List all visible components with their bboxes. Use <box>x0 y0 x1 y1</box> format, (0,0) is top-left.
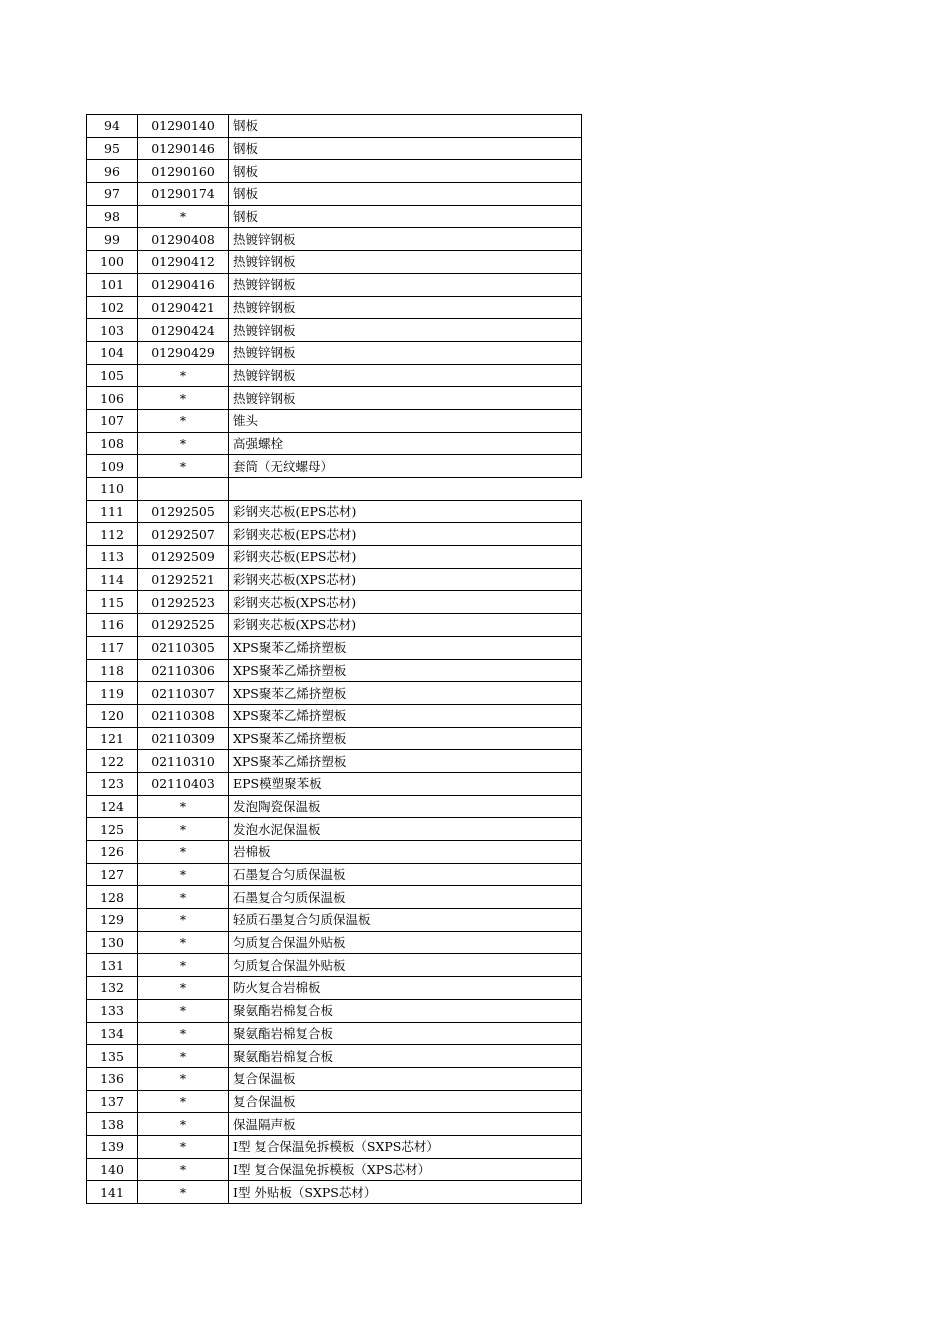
material-code-cell: 01290146 <box>138 137 229 160</box>
table-row <box>87 341 582 364</box>
material-code-cell: * <box>138 795 229 818</box>
row-number-cell: 101 <box>87 273 138 296</box>
row-number-cell: 103 <box>87 319 138 342</box>
table-row <box>87 909 582 932</box>
row-number-cell: 104 <box>87 341 138 364</box>
row-number-cell: 131 <box>87 954 138 977</box>
material-code-cell: 01290160 <box>138 160 229 183</box>
row-number-cell: 112 <box>87 523 138 546</box>
material-code-cell: * <box>138 1067 229 1090</box>
material-name-cell: Ⅰ型 复合保温免拆模板（XPS芯材） <box>229 1158 582 1181</box>
material-code-cell: * <box>138 1158 229 1181</box>
material-name-cell: 套筒（无纹螺母） <box>229 455 582 478</box>
material-code-cell: 01292505 <box>138 500 229 523</box>
row-number-cell: 107 <box>87 409 138 432</box>
material-name-cell: 锥头 <box>229 409 582 432</box>
table-row <box>87 273 582 296</box>
material-code-cell <box>138 478 229 501</box>
row-number-cell: 110 <box>87 478 138 501</box>
material-code-cell: 02110309 <box>138 727 229 750</box>
table-row <box>87 183 582 206</box>
row-number-cell: 138 <box>87 1113 138 1136</box>
table-row <box>87 841 582 864</box>
material-code-cell: 01290421 <box>138 296 229 319</box>
row-number-cell: 108 <box>87 432 138 455</box>
material-name-cell: 热镀锌钢板 <box>229 364 582 387</box>
material-code-cell: 01290429 <box>138 341 229 364</box>
table-row <box>87 455 582 478</box>
row-number-cell: 98 <box>87 205 138 228</box>
material-code-cell: 01292509 <box>138 546 229 569</box>
table-row <box>87 772 582 795</box>
table-row <box>87 931 582 954</box>
material-name-cell: 钢板 <box>229 137 582 160</box>
material-code-cell: 01290412 <box>138 251 229 274</box>
material-code-cell: * <box>138 841 229 864</box>
material-code-cell: * <box>138 364 229 387</box>
table-row <box>87 977 582 1000</box>
row-number-cell: 113 <box>87 546 138 569</box>
material-name-cell: 钢板 <box>229 183 582 206</box>
table-row <box>87 659 582 682</box>
table-row <box>87 409 582 432</box>
material-name-cell: 轻质石墨复合匀质保温板 <box>229 909 582 932</box>
material-code-cell: 01290174 <box>138 183 229 206</box>
row-number-cell: 105 <box>87 364 138 387</box>
table-row <box>87 1181 582 1204</box>
material-code-cell: * <box>138 1113 229 1136</box>
material-code-cell: * <box>138 205 229 228</box>
material-name-cell: XPS聚苯乙烯挤塑板 <box>229 659 582 682</box>
row-number-cell: 141 <box>87 1181 138 1204</box>
row-number-cell: 137 <box>87 1090 138 1113</box>
material-name-cell: 钢板 <box>229 205 582 228</box>
row-number-cell: 99 <box>87 228 138 251</box>
row-number-cell: 128 <box>87 886 138 909</box>
material-code-cell: * <box>138 1045 229 1068</box>
table-row <box>87 795 582 818</box>
table-row <box>87 296 582 319</box>
material-name-cell: 匀质复合保温外贴板 <box>229 931 582 954</box>
table-row <box>87 319 582 342</box>
material-code-cell: * <box>138 863 229 886</box>
table-row <box>87 432 582 455</box>
table-row <box>87 886 582 909</box>
material-code-cell: 02110307 <box>138 682 229 705</box>
material-name-cell: 彩钢夹芯板(XPS芯材) <box>229 591 582 614</box>
material-name-cell: 彩钢夹芯板(EPS芯材) <box>229 500 582 523</box>
material-code-cell: * <box>138 1135 229 1158</box>
table-row <box>87 1113 582 1136</box>
table-row <box>87 954 582 977</box>
table-row <box>87 364 582 387</box>
material-code-cell: * <box>138 954 229 977</box>
table-row <box>87 1135 582 1158</box>
table-row <box>87 568 582 591</box>
material-name-cell: Ⅰ型 外贴板（SXPS芯材） <box>229 1181 582 1204</box>
material-code-cell: * <box>138 432 229 455</box>
material-name-cell: XPS聚苯乙烯挤塑板 <box>229 750 582 773</box>
row-number-cell: 116 <box>87 614 138 637</box>
table-row <box>87 137 582 160</box>
row-number-cell: 127 <box>87 863 138 886</box>
table-row <box>87 704 582 727</box>
material-name-cell: XPS聚苯乙烯挤塑板 <box>229 682 582 705</box>
table-row <box>87 1022 582 1045</box>
material-code-cell: 02110305 <box>138 636 229 659</box>
table-row <box>87 1090 582 1113</box>
row-number-cell: 100 <box>87 251 138 274</box>
table-row <box>87 682 582 705</box>
row-number-cell: 135 <box>87 1045 138 1068</box>
row-number-cell: 130 <box>87 931 138 954</box>
material-name-cell: 热镀锌钢板 <box>229 251 582 274</box>
material-name-cell: 彩钢夹芯板(EPS芯材) <box>229 546 582 569</box>
table-row <box>87 1045 582 1068</box>
table-row <box>87 818 582 841</box>
material-name-cell: 钢板 <box>229 115 582 138</box>
table-row <box>87 160 582 183</box>
row-number-cell: 136 <box>87 1067 138 1090</box>
table-row <box>87 1158 582 1181</box>
material-name-cell: XPS聚苯乙烯挤塑板 <box>229 636 582 659</box>
material-code-cell: 01292523 <box>138 591 229 614</box>
row-number-cell: 123 <box>87 772 138 795</box>
material-name-cell: 热镀锌钢板 <box>229 296 582 319</box>
row-number-cell: 125 <box>87 818 138 841</box>
row-number-cell: 126 <box>87 841 138 864</box>
table-row <box>87 478 582 501</box>
table-row <box>87 727 582 750</box>
material-code-cell: * <box>138 977 229 1000</box>
material-name-cell: XPS聚苯乙烯挤塑板 <box>229 727 582 750</box>
material-code-cell: * <box>138 909 229 932</box>
material-code-cell: 02110403 <box>138 772 229 795</box>
material-code-cell: 01292507 <box>138 523 229 546</box>
row-number-cell: 132 <box>87 977 138 1000</box>
material-code-cell: * <box>138 1090 229 1113</box>
material-code-cell: * <box>138 931 229 954</box>
material-code-cell: * <box>138 818 229 841</box>
material-code-cell: 02110306 <box>138 659 229 682</box>
material-name-cell: EPS模塑聚苯板 <box>229 772 582 795</box>
material-name-cell <box>229 478 582 501</box>
material-name-cell: XPS聚苯乙烯挤塑板 <box>229 704 582 727</box>
row-number-cell: 122 <box>87 750 138 773</box>
table-row <box>87 115 582 138</box>
material-name-cell: 发泡水泥保温板 <box>229 818 582 841</box>
table-row <box>87 523 582 546</box>
material-name-cell: 复合保温板 <box>229 1067 582 1090</box>
material-code-cell: 02110310 <box>138 750 229 773</box>
row-number-cell: 134 <box>87 1022 138 1045</box>
table-row <box>87 387 582 410</box>
material-table-body <box>87 115 582 1204</box>
material-code-cell: 02110308 <box>138 704 229 727</box>
table-row <box>87 205 582 228</box>
material-name-cell: 复合保温板 <box>229 1090 582 1113</box>
table-row <box>87 228 582 251</box>
table-row <box>87 614 582 637</box>
material-name-cell: 聚氨酯岩棉复合板 <box>229 1045 582 1068</box>
material-code-cell: 01290416 <box>138 273 229 296</box>
row-number-cell: 96 <box>87 160 138 183</box>
material-code-cell: * <box>138 1181 229 1204</box>
material-code-cell: 01290424 <box>138 319 229 342</box>
material-code-cell: * <box>138 1022 229 1045</box>
material-code-cell: * <box>138 409 229 432</box>
table-row <box>87 1067 582 1090</box>
material-name-cell: 彩钢夹芯板(XPS芯材) <box>229 568 582 591</box>
material-name-cell: 聚氨酯岩棉复合板 <box>229 1022 582 1045</box>
material-name-cell: 钢板 <box>229 160 582 183</box>
material-name-cell: 聚氨酯岩棉复合板 <box>229 999 582 1022</box>
material-name-cell: 发泡陶瓷保温板 <box>229 795 582 818</box>
material-name-cell: 热镀锌钢板 <box>229 228 582 251</box>
row-number-cell: 129 <box>87 909 138 932</box>
material-code-cell: 01292525 <box>138 614 229 637</box>
material-code-cell: * <box>138 455 229 478</box>
row-number-cell: 106 <box>87 387 138 410</box>
table-row <box>87 863 582 886</box>
material-name-cell: 热镀锌钢板 <box>229 387 582 410</box>
material-code-cell: 01290408 <box>138 228 229 251</box>
row-number-cell: 109 <box>87 455 138 478</box>
material-name-cell: 石墨复合匀质保温板 <box>229 886 582 909</box>
material-name-cell: 彩钢夹芯板(XPS芯材) <box>229 614 582 637</box>
table-row <box>87 251 582 274</box>
row-number-cell: 115 <box>87 591 138 614</box>
row-number-cell: 139 <box>87 1135 138 1158</box>
material-name-cell: Ⅰ型 复合保温免拆模板（SXPS芯材） <box>229 1135 582 1158</box>
table-row <box>87 750 582 773</box>
material-code-cell: * <box>138 387 229 410</box>
material-name-cell: 匀质复合保温外贴板 <box>229 954 582 977</box>
table-row <box>87 591 582 614</box>
row-number-cell: 117 <box>87 636 138 659</box>
material-code-cell: * <box>138 999 229 1022</box>
material-code-cell: 01290140 <box>138 115 229 138</box>
table-row <box>87 636 582 659</box>
material-table <box>86 114 582 1204</box>
table-row <box>87 500 582 523</box>
row-number-cell: 111 <box>87 500 138 523</box>
row-number-cell: 119 <box>87 682 138 705</box>
material-name-cell: 石墨复合匀质保温板 <box>229 863 582 886</box>
row-number-cell: 118 <box>87 659 138 682</box>
material-name-cell: 岩棉板 <box>229 841 582 864</box>
row-number-cell: 133 <box>87 999 138 1022</box>
material-name-cell: 热镀锌钢板 <box>229 273 582 296</box>
row-number-cell: 97 <box>87 183 138 206</box>
material-code-cell: 01292521 <box>138 568 229 591</box>
row-number-cell: 140 <box>87 1158 138 1181</box>
table-row <box>87 546 582 569</box>
row-number-cell: 121 <box>87 727 138 750</box>
row-number-cell: 94 <box>87 115 138 138</box>
row-number-cell: 120 <box>87 704 138 727</box>
material-name-cell: 防火复合岩棉板 <box>229 977 582 1000</box>
material-name-cell: 彩钢夹芯板(EPS芯材) <box>229 523 582 546</box>
row-number-cell: 114 <box>87 568 138 591</box>
material-name-cell: 热镀锌钢板 <box>229 319 582 342</box>
row-number-cell: 95 <box>87 137 138 160</box>
table-row <box>87 999 582 1022</box>
material-name-cell: 热镀锌钢板 <box>229 341 582 364</box>
row-number-cell: 124 <box>87 795 138 818</box>
row-number-cell: 102 <box>87 296 138 319</box>
material-name-cell: 保温隔声板 <box>229 1113 582 1136</box>
material-code-cell: * <box>138 886 229 909</box>
material-name-cell: 高强螺栓 <box>229 432 582 455</box>
